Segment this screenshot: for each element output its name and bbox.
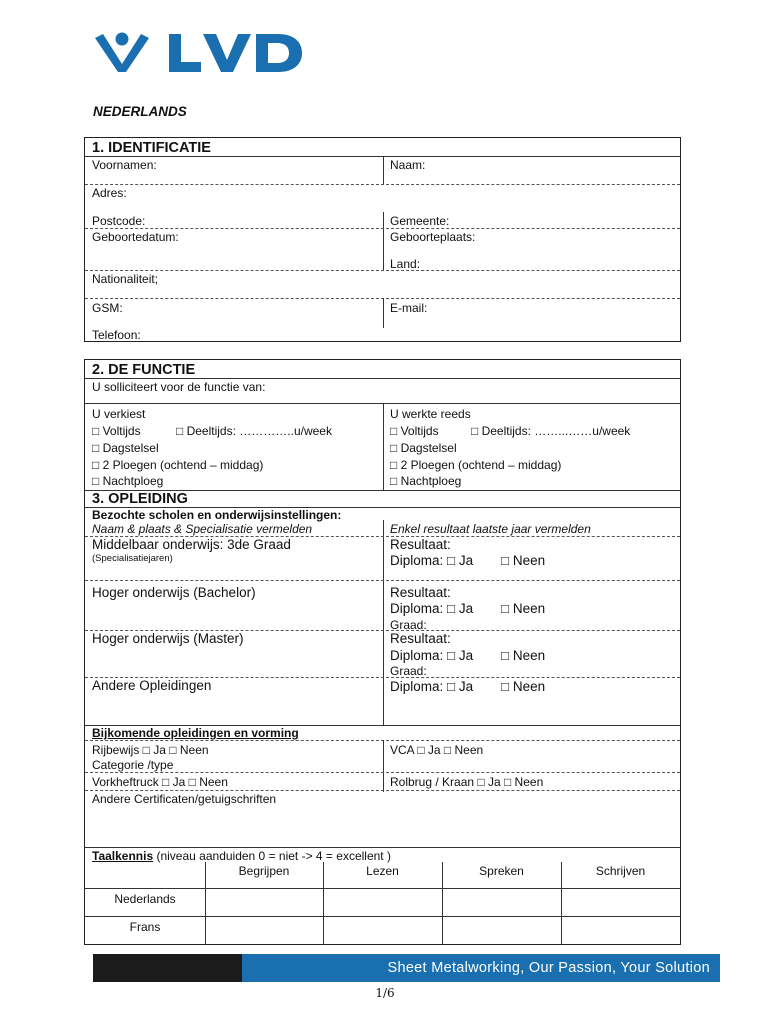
enkel-label: Enkel resultaat laatste jaar vermelden — [390, 522, 591, 536]
certificaten-label: Andere Certificaten/getuigschriften — [92, 792, 277, 806]
middelbaar-label: Middelbaar onderwijs: 3de Graad — [92, 537, 291, 552]
language-heading: NEDERLANDS — [93, 104, 187, 119]
postcode-label: Postcode: — [92, 214, 146, 228]
page-number: 1/6 — [375, 986, 395, 1000]
werkte-nachtploeg-checkbox[interactable]: □ Nachtploeg — [390, 474, 462, 488]
specialisatiejaren-label: (Specialisatiejaren) — [92, 553, 173, 564]
adres-label: Adres: — [92, 186, 127, 200]
andere-opleidingen-label: Andere Opleidingen — [92, 678, 212, 693]
gemeente-label: Gemeente: — [390, 214, 450, 228]
verkiest-label: U verkiest — [92, 407, 146, 421]
verkiest-deeltijds-checkbox[interactable]: □ Deeltijds: …………..u/week — [176, 424, 332, 438]
resultaat-label: Resultaat: — [390, 537, 451, 552]
resultaat-label: Resultaat: — [390, 631, 451, 646]
graad-label: Graad: — [390, 664, 427, 678]
land-label: Land: — [390, 257, 421, 271]
col-spreken: Spreken — [479, 864, 524, 878]
lvd-logo — [93, 30, 318, 74]
rolbrug-checkboxes[interactable]: Rolbrug / Kraan □ Ja □ Neen — [390, 775, 544, 789]
vorkheftruck-checkboxes[interactable]: Vorkheftruck □ Ja □ Neen — [92, 775, 228, 789]
naam-plaats-label: Naam & plaats & Specialisatie vermelden — [92, 522, 313, 536]
verkiest-nachtploeg-checkbox[interactable]: □ Nachtploeg — [92, 474, 164, 488]
footer-dark-bar — [93, 954, 242, 982]
resultaat-label: Resultaat: — [390, 585, 451, 600]
vca-checkboxes[interactable]: VCA □ Ja □ Neen — [390, 743, 484, 757]
bezochte-label: Bezochte scholen en onderwijsinstellingen: — [92, 508, 342, 522]
geboorteplaats-label: Geboorteplaats: — [390, 230, 476, 244]
diploma-neen-checkbox[interactable]: □ Neen — [501, 648, 546, 663]
verkiest-voltijds-checkbox[interactable]: □ Voltijds — [92, 424, 141, 438]
gsm-label: GSM: — [92, 301, 123, 315]
diploma-ja-checkbox[interactable]: Diploma: □ Ja — [390, 553, 474, 568]
geboortedatum-label: Geboortedatum: — [92, 230, 179, 244]
master-label: Hoger onderwijs (Master) — [92, 631, 244, 646]
solliciteert-label: U solliciteert voor de functie van: — [92, 380, 266, 394]
email-label: E-mail: — [390, 301, 428, 315]
footer-slogan: Sheet Metalworking, Our Passion, Your Solution — [242, 954, 720, 982]
language-table — [85, 862, 680, 944]
graad-label: Graad: — [390, 618, 427, 632]
diploma-ja-checkbox[interactable]: Diploma: □ Ja — [390, 679, 474, 694]
verkiest-ploegen-checkbox[interactable]: □ 2 Ploegen (ochtend – middag) — [92, 458, 264, 472]
diploma-ja-checkbox[interactable]: Diploma: □ Ja — [390, 601, 474, 616]
section-functie-opleiding — [84, 359, 681, 945]
section-title: 3. OPLEIDING — [92, 491, 188, 507]
werkte-deeltijds-checkbox[interactable]: □ Deeltijds: ……...……u/week — [471, 424, 631, 438]
col-schrijven: Schrijven — [595, 864, 646, 878]
rijbewijs-checkboxes[interactable]: Rijbewijs □ Ja □ Neen — [92, 743, 209, 757]
col-begrijpen: Begrijpen — [238, 864, 290, 878]
diploma-neen-checkbox[interactable]: □ Neen — [501, 553, 546, 568]
nationaliteit-label: Nationaliteit; — [92, 272, 159, 286]
diploma-neen-checkbox[interactable]: □ Neen — [501, 679, 546, 694]
col-lezen: Lezen — [366, 864, 399, 878]
verkiest-dagstelsel-checkbox[interactable]: □ Dagstelsel — [92, 441, 159, 455]
taalkennis-label — [92, 849, 391, 863]
bijkomende-label: Bijkomende opleidingen en vorming — [92, 726, 299, 740]
werkte-dagstelsel-checkbox[interactable]: □ Dagstelsel — [390, 441, 457, 455]
voornamen-label: Voornamen: — [92, 158, 157, 172]
row-frans: Frans — [129, 920, 161, 934]
werkte-label: U werkte reeds — [390, 407, 471, 421]
werkte-voltijds-checkbox[interactable]: □ Voltijds — [390, 424, 439, 438]
telefoon-label: Telefoon: — [92, 328, 141, 342]
section-title: 1. IDENTIFICATIE — [92, 140, 211, 156]
section-identificatie — [84, 137, 681, 342]
diploma-ja-checkbox[interactable]: Diploma: □ Ja — [390, 648, 474, 663]
werkte-ploegen-checkbox[interactable]: □ 2 Ploegen (ochtend – middag) — [390, 458, 562, 472]
diploma-neen-checkbox[interactable]: □ Neen — [501, 601, 546, 616]
taalkennis-title: Taalkennis — [92, 849, 154, 863]
taalkennis-note: (niveau aanduiden 0 = niet -> 4 = excellent ) — [153, 849, 391, 863]
bachelor-label: Hoger onderwijs (Bachelor) — [92, 585, 256, 600]
naam-label: Naam: — [390, 158, 426, 172]
section-title: 2. DE FUNCTIE — [92, 362, 196, 378]
row-nederlands: Nederlands — [114, 892, 176, 906]
categorie-label: Categorie /type — [92, 758, 174, 772]
